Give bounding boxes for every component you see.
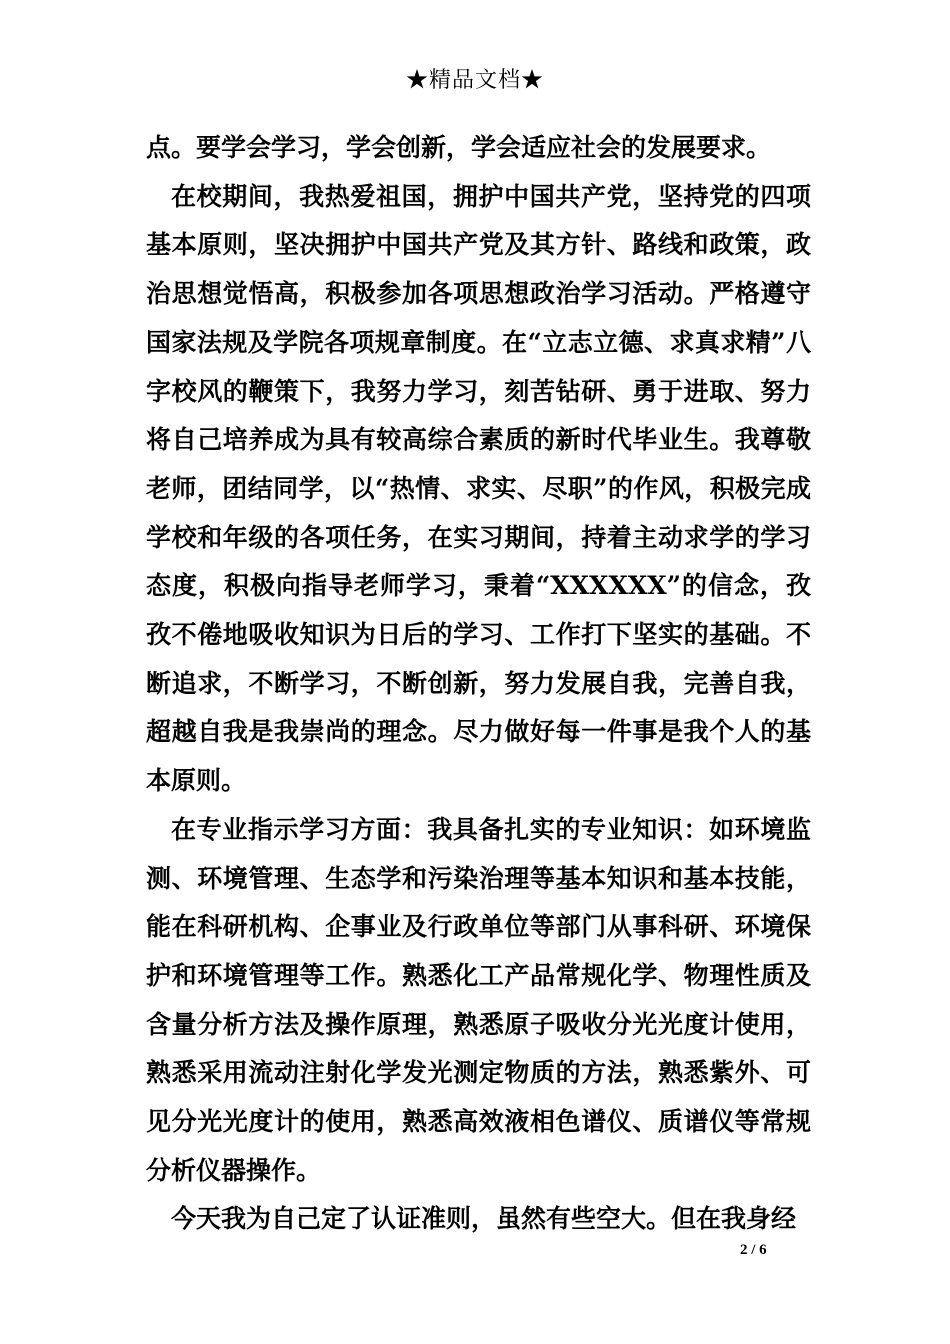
paragraph-certification-criteria: 今天我为自己定了认证准则，虽然有些空大。但在我身经 [171, 1204, 797, 1234]
document-body [146, 124, 811, 1244]
paragraph-continuation: 点。要学会学习，学会创新，学会适应社会的发展要求。 [146, 133, 772, 162]
paragraph-school-period: 在校期间，我热爱祖国，拥护中国共产党，坚持党的四项基本原则，坚决拥护中国共产党及其方针、路线和政策，政治思想觉悟高，积极参加各项思想政治学习活动。严格遵守国家法规及学院各项规章制度。在“立志立德、求真求精”八字校风的鞭策下，我努力学习，刻苦钻研、勇于进取、努力将自己培养成为具有较高综合素质的新时代毕业生。我尊敬老师，团结同学，以“热情、求实、尽职”的作风，积极完成学校和年级的各项任务，在实习期间，持着主动求学的学习态度，积极向指导老师学习，秉着“XXXXXX”的信念，孜孜不倦地吸收知识为日后的学习、工作打下坚实的基础。不断追求，不断学习，不断创新，努力发展自我，完善自我，超越自我是我崇尚的理念。尽力做好每一件事是我个人的基本原则。 [146, 181, 811, 796]
page-number: 2 / 6 [740, 1242, 767, 1258]
document-header-title: ★精品文档★ [405, 68, 544, 93]
paragraph-professional-study: 在专业指示学习方面：我具备扎实的专业知识：如环境监测、环境管理、生态学和污染治理等基本知识和基本技能，能在科研机构、企事业及行政单位等部门从事科研、环境保护和环境管理等工作。熟悉化工产品常规化学、物理性质及含量分析方法及操作原理，熟悉原子吸收分光光度计使用，熟悉采用流动注射化学发光测定物质的方法，熟悉紫外、可见分光光度计的使用，熟悉高效液相色谱仪、质谱仪等常规分析仪器操作。 [146, 814, 811, 1185]
